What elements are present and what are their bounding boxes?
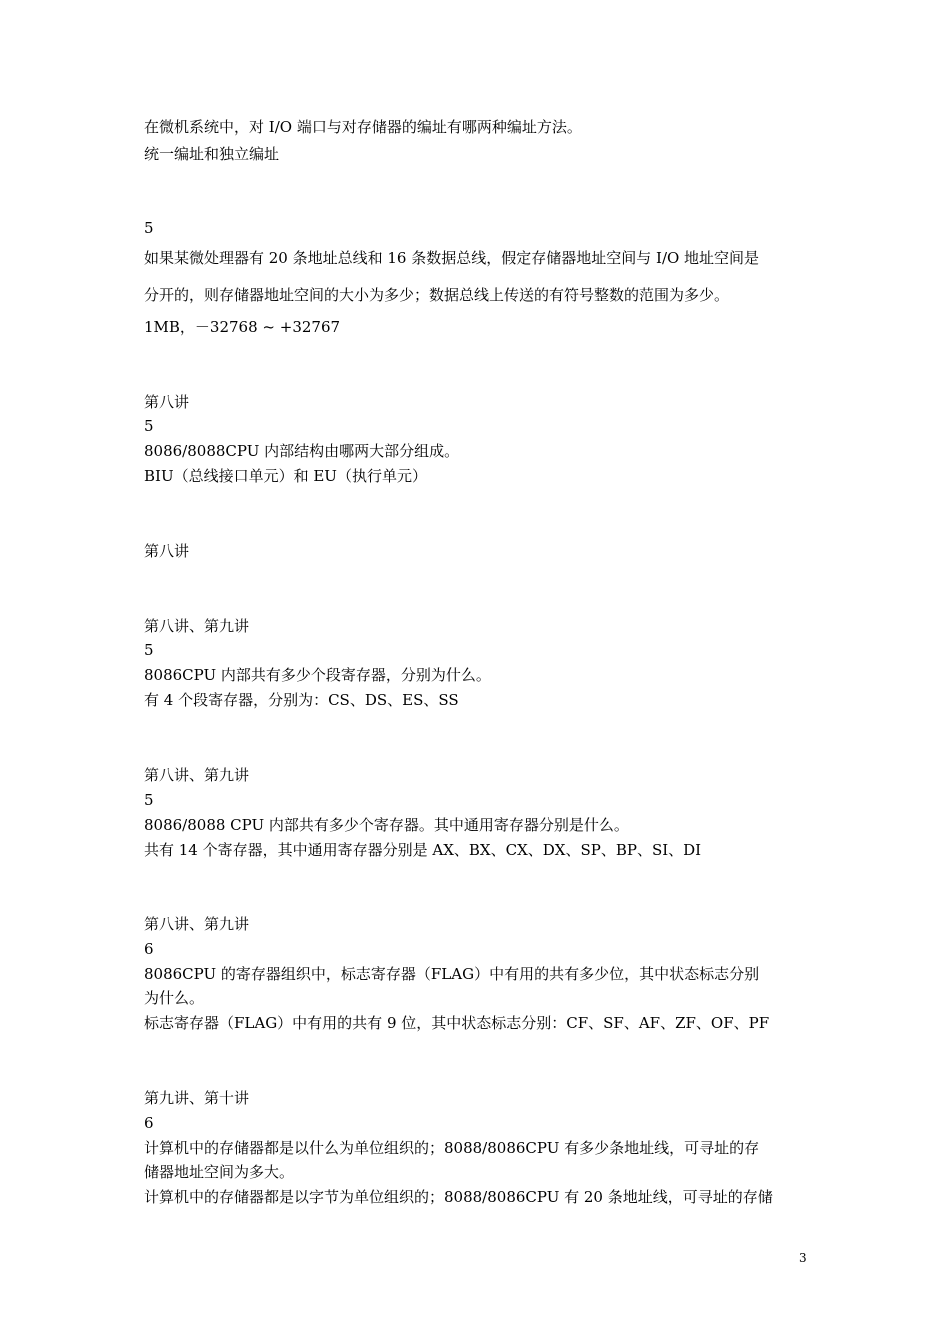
lecture-label: 第九讲、第十讲 — [144, 1089, 250, 1107]
answer-text: 标志寄存器（FLAG）中有用的共有 9 位，其中状态标志分别：CF、SF、AF、ZF、OF、PF — [144, 1014, 770, 1032]
lecture-label: 第八讲、第九讲 — [144, 617, 250, 635]
question-text-line: 为什么。 — [144, 989, 205, 1007]
lecture-label: 第八讲、第九讲 — [144, 915, 250, 933]
answer-text: 统一编址和独立编址 — [144, 145, 280, 163]
question-text: 8086/8088 CPU 内部共有多少个寄存器。其中通用寄存器分别是什么。 — [144, 816, 629, 834]
page-number: 3 — [799, 1251, 807, 1265]
question-text: 在微机系统中，对 I/O 端口与对存储器的编址有哪两种编址方法。 — [144, 118, 582, 136]
score: 5 — [144, 219, 154, 237]
question-text-line: 如果某微处理器有 20 条地址总线和 16 条数据总线，假定存储器地址空间与 I/O 地址空间是 — [144, 249, 760, 267]
answer-text: BIU（总线接口单元）和 EU（执行单元） — [144, 467, 427, 485]
score: 5 — [144, 417, 154, 435]
answer-text: 有 4 个段寄存器，分别为：CS、DS、ES、SS — [144, 691, 459, 709]
question-text: 8086/8088CPU 内部结构由哪两大部分组成。 — [144, 442, 460, 460]
answer-text: 1MB，－32768 ~ +32767 — [144, 318, 341, 336]
question-text-line: 分开的，则存储器地址空间的大小为多少；数据总线上传送的有符号整数的范围为多少。 — [144, 286, 730, 304]
question-text-line: 计算机中的存储器都是以什么为单位组织的；8088/8086CPU 有多少条地址线，可寻址的存 — [144, 1139, 760, 1157]
lecture-label: 第八讲 — [144, 393, 190, 411]
score: 6 — [144, 1114, 154, 1132]
question-text: 8086CPU 内部共有多少个段寄存器，分别为什么。 — [144, 666, 491, 684]
question-text-line: 8086CPU 的寄存器组织中，标志寄存器（FLAG）中有用的共有多少位，其中状态标志分别 — [144, 965, 760, 983]
question-text-line: 储器地址空间为多大。 — [144, 1163, 295, 1181]
lecture-label: 第八讲、第九讲 — [144, 766, 250, 784]
score: 5 — [144, 641, 154, 659]
answer-text: 共有 14 个寄存器，其中通用寄存器分别是 AX、BX、CX、DX、SP、BP、SI、DI — [144, 841, 702, 859]
lecture-label: 第八讲 — [144, 542, 190, 560]
answer-text: 计算机中的存储器都是以字节为单位组织的；8088/8086CPU 有 20 条地址线，可寻址的存储 — [144, 1188, 773, 1206]
score: 6 — [144, 940, 154, 958]
score: 5 — [144, 791, 154, 809]
